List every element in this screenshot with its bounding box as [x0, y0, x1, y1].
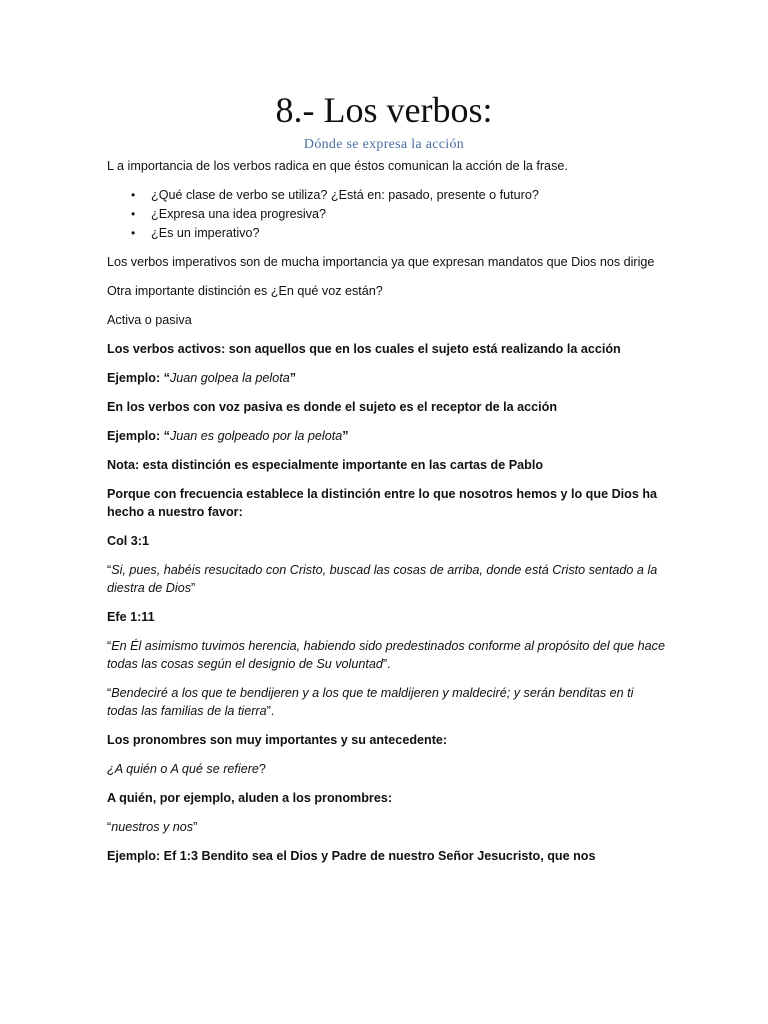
quote-bendecire: “Bendeciré a los que te bendijeren y a los que te maldijeren y maldeciré; y serán benditas en ti todas las familias de la tierra”. [107, 686, 634, 718]
porque-paragraph: Porque con frecuencia establece la distinción entre lo que nosotros hemos y lo que Dios ha hecho a nuestro favor: [107, 487, 658, 519]
activa-pasiva-paragraph: Activa o pasiva [107, 313, 192, 327]
reference-efe: Efe 1:11 [107, 610, 155, 624]
quote-nos: “nuestros y nos” [107, 820, 198, 834]
ejemplo-activo: Ejemplo: “Juan golpea la pelota” [107, 371, 297, 385]
pronombres-paragraph: Los pronombres son muy importantes y su antecedente: [107, 733, 448, 747]
quote-efe: “En Él asimismo tuvimos herencia, habiendo sido predestinados conforme al propósito del que hace todas las cosas según el designio de Su voluntad”. [107, 639, 665, 671]
quote-quien: ¿A quién o A qué se refiere? [107, 762, 266, 776]
imperativos-paragraph: Los verbos imperativos son de mucha importancia ya que expresan mandatos que Dios nos dirige [107, 255, 655, 269]
quote-col: “Si, pues, habéis resucitado con Cristo, buscad las cosas de arriba, donde está Cristo sentado a la diestra de Dios” [107, 563, 658, 595]
ef13-paragraph: Ejemplo: Ef 1:3 Bendito sea el Dios y Padre de nuestro Señor Jesucristo, que nos [107, 849, 596, 863]
bullet-icon: • [131, 207, 136, 221]
nota-paragraph: Nota: esta distinción es especialmente importante en las cartas de Pablo [107, 458, 544, 472]
bullet-icon: • [131, 226, 136, 240]
list-item: • ¿Es un imperativo? [131, 226, 260, 240]
bullet-icon: • [131, 188, 136, 202]
reference-col: Col 3:1 [107, 534, 149, 548]
pasiva-paragraph: En los verbos con voz pasiva es donde el sujeto es el receptor de la acción [107, 400, 558, 414]
list-item: • ¿Qué clase de verbo se utiliza? ¿Está en: pasado, presente o futuro? [131, 188, 539, 202]
activos-paragraph: Los verbos activos: son aquellos que en los cuales el sujeto está realizando la acción [107, 342, 621, 356]
question-list [107, 186, 667, 242]
intro-paragraph: L a importancia de los verbos radica en que éstos comunican la acción de la frase. [107, 159, 568, 173]
list-item: • ¿Expresa una idea progresiva? [131, 207, 327, 221]
aquien-paragraph: A quién, por ejemplo, aluden a los pronombres: [107, 791, 393, 805]
document-body [107, 157, 667, 876]
page-subtitle: Dónde se expresa la acción [303, 137, 465, 152]
page-title: 8.- Los verbos: [275, 90, 493, 130]
ejemplo-pasivo: Ejemplo: “Juan es golpeado por la pelota” [107, 429, 349, 443]
voz-paragraph: Otra importante distinción es ¿En qué voz están? [107, 284, 383, 298]
